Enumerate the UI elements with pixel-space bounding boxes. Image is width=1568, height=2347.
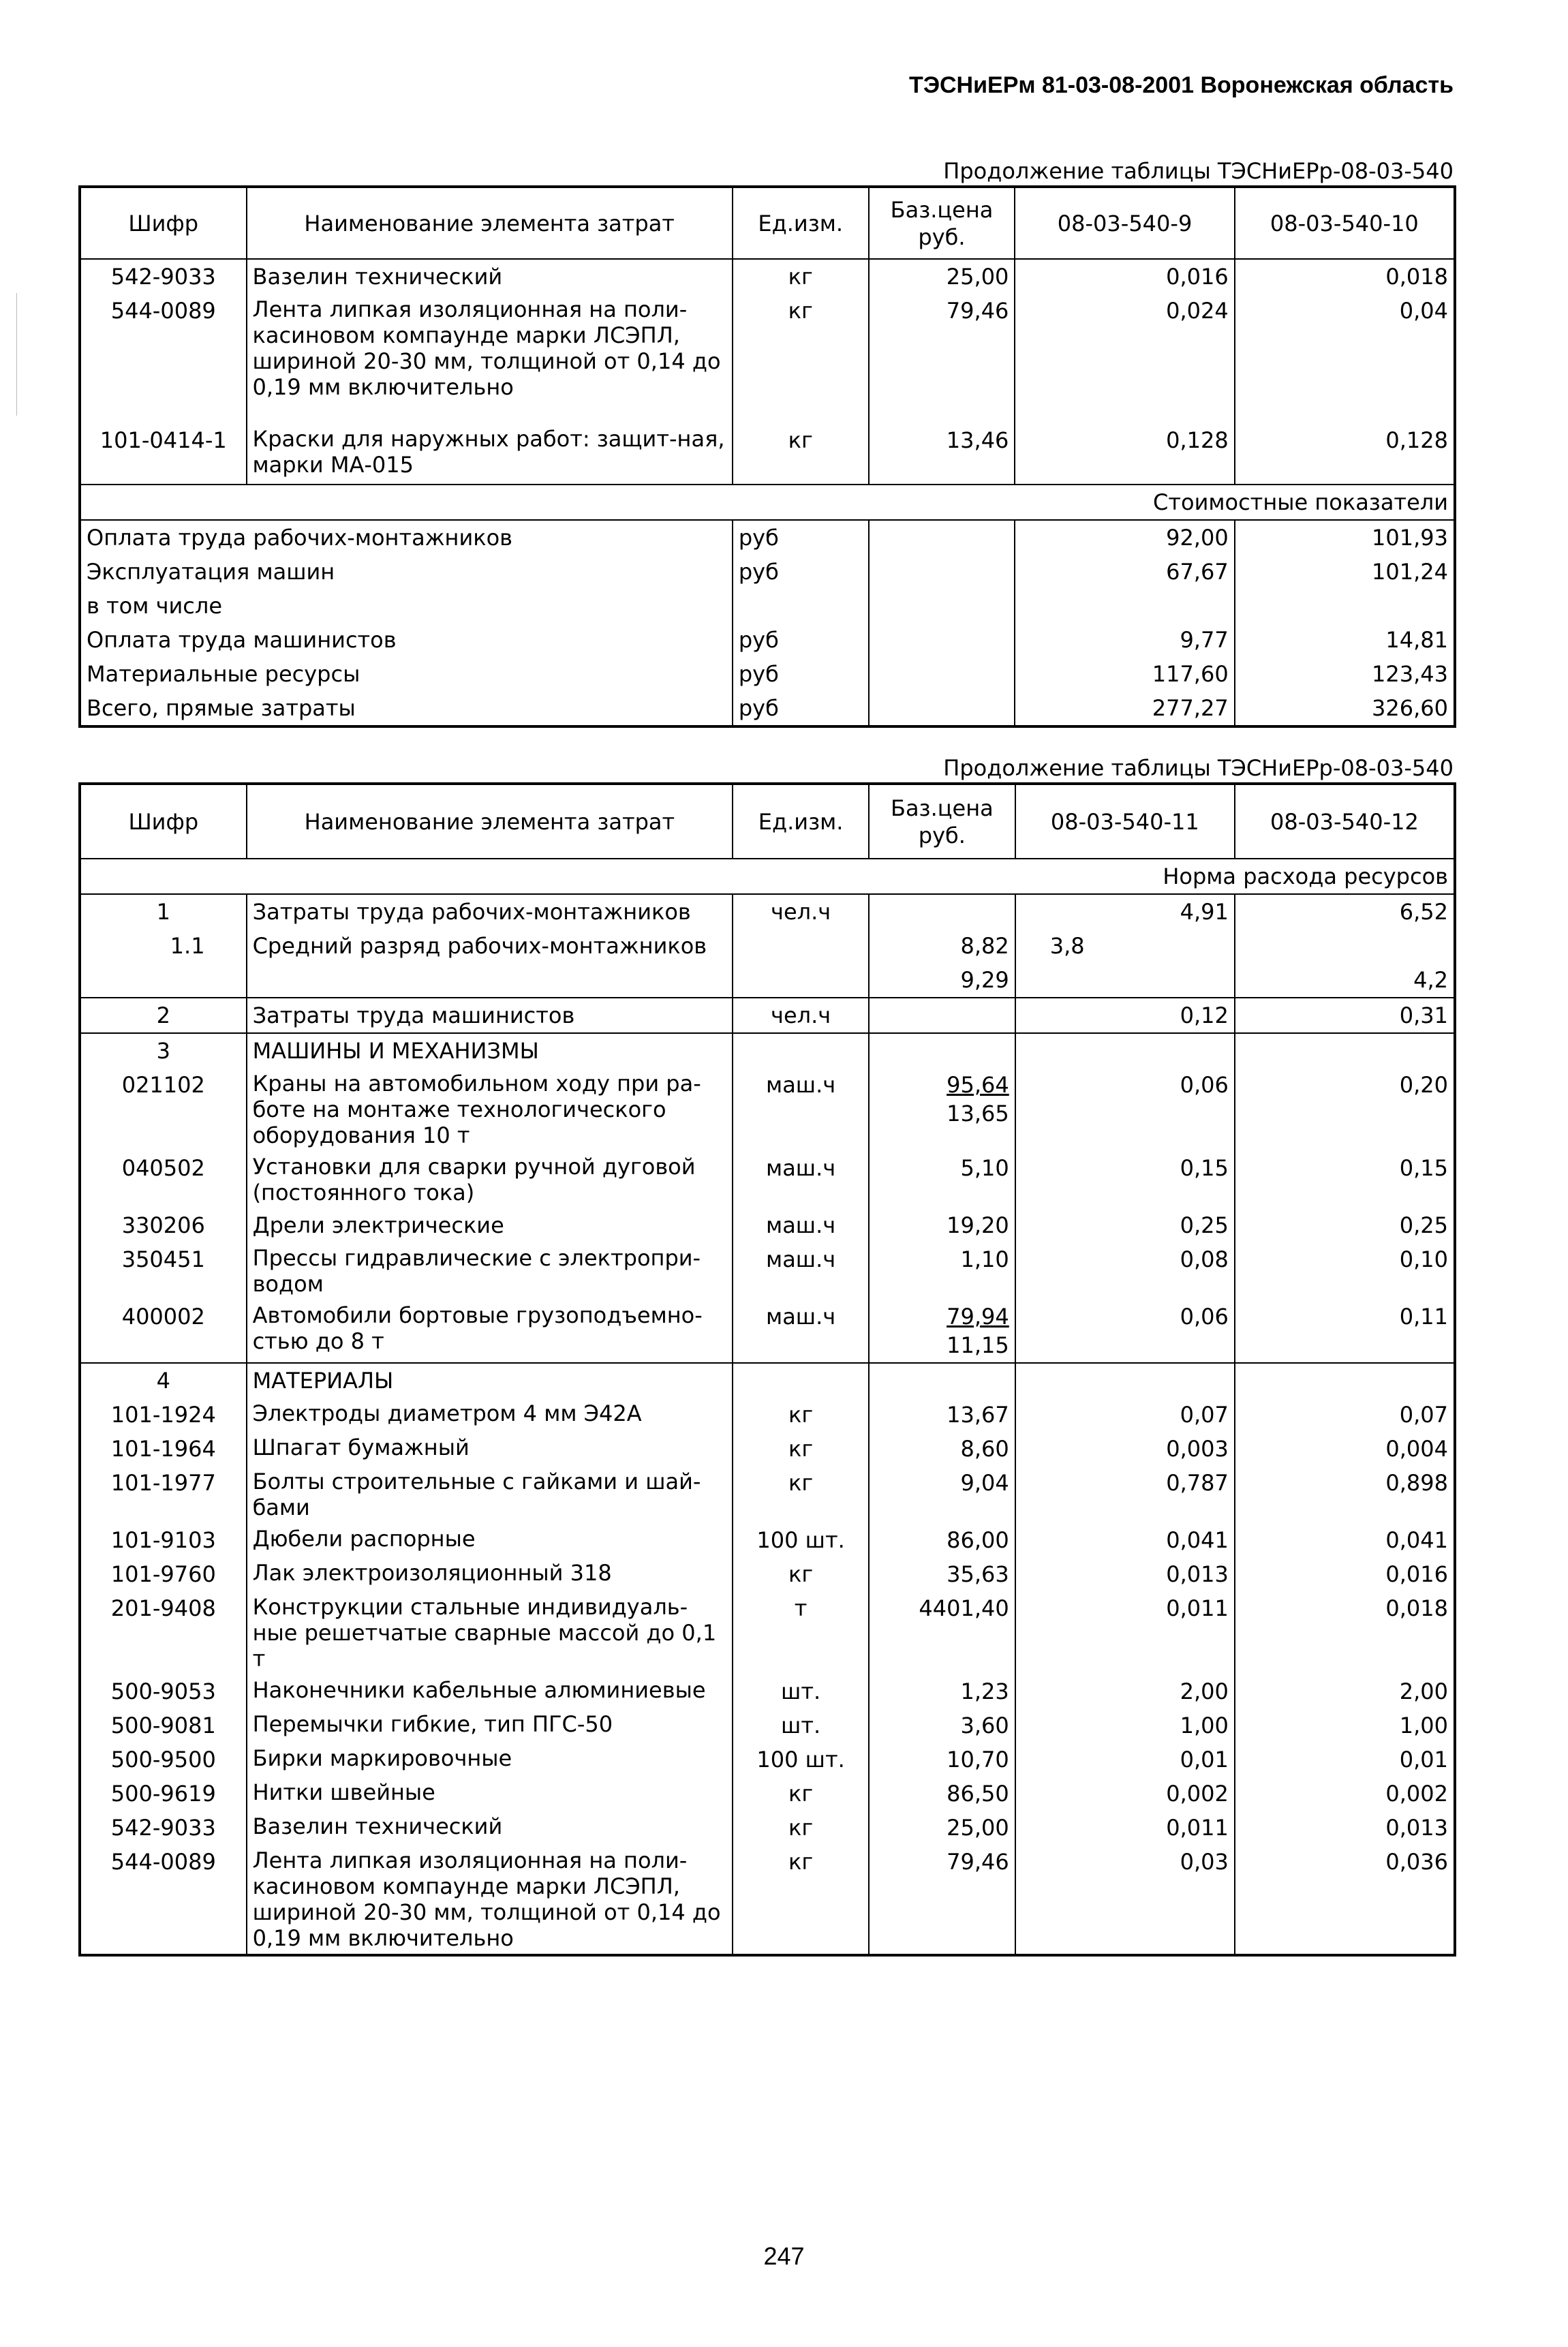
cell-v1: 0,011 bbox=[1015, 1591, 1235, 1674]
cell-code: 542-9033 bbox=[80, 1811, 247, 1845]
cost-indicators-header-row bbox=[80, 485, 1455, 520]
cell-code: 544-0089 bbox=[80, 294, 247, 423]
cost-label: Оплата труда рабочих-монтажников bbox=[80, 520, 733, 555]
cost-label: в том числе bbox=[80, 589, 733, 623]
cell-unit: кг bbox=[733, 1811, 869, 1845]
table1-body bbox=[80, 259, 1455, 726]
cell-code: 542-9033 bbox=[80, 259, 247, 294]
cell-name: Шпагат бумажный bbox=[247, 1432, 733, 1466]
cost-v1: 277,27 bbox=[1015, 691, 1234, 726]
table-row bbox=[80, 1068, 1455, 1151]
cell-v2: 0,018 bbox=[1385, 264, 1448, 290]
cell-v1: 0,011 bbox=[1015, 1811, 1235, 1845]
cell-code: 201-9408 bbox=[80, 1591, 247, 1674]
cell-price: 25,00 bbox=[869, 259, 1015, 294]
cost-unit: руб bbox=[733, 623, 869, 657]
cell-v1 bbox=[1015, 1363, 1235, 1398]
cell-code: 101-1964 bbox=[80, 1432, 247, 1466]
cost-price bbox=[869, 520, 1015, 555]
cell-name: Краски для наружных работ: защит-ная, марки МА-015 bbox=[247, 423, 733, 485]
table-row bbox=[80, 1708, 1455, 1743]
cell-unit: маш.ч bbox=[733, 1300, 869, 1363]
cell-name: Дрели электрические bbox=[247, 1208, 733, 1242]
cost-v1: 92,00 bbox=[1015, 520, 1234, 555]
table-row bbox=[80, 1591, 1455, 1674]
cost-unit: руб bbox=[733, 657, 869, 691]
cost-v2: 14,81 bbox=[1385, 627, 1448, 653]
section-title: МАТЕРИАЛЫ bbox=[247, 1363, 733, 1398]
cell-code: 2 bbox=[80, 998, 247, 1033]
table-row bbox=[80, 1300, 1455, 1363]
cell-v2 bbox=[1235, 929, 1455, 963]
cell-name: Нитки швейные bbox=[247, 1777, 733, 1811]
cell-unit: 100 шт. bbox=[733, 1523, 869, 1557]
cell-v2: 0,002 bbox=[1385, 1781, 1448, 1807]
table2 bbox=[78, 782, 1456, 1957]
cell-v2: 0,07 bbox=[1399, 1402, 1448, 1428]
cell-v2: 0,25 bbox=[1399, 1212, 1448, 1238]
cell-v2: 0,04 bbox=[1399, 298, 1448, 324]
cell-unit: кг bbox=[733, 259, 869, 294]
cell-unit: 100 шт. bbox=[733, 1743, 869, 1777]
table-row bbox=[80, 1674, 1455, 1708]
cell-price: 86,00 bbox=[869, 1523, 1015, 1557]
cell-name: Электроды диаметром 4 мм Э42А bbox=[247, 1398, 733, 1432]
cell-unit bbox=[733, 1363, 869, 1398]
cost-v2 bbox=[1235, 589, 1455, 623]
cost-label: Оплата труда машинистов bbox=[80, 623, 733, 657]
cost-unit: руб bbox=[733, 520, 869, 555]
cell-price bbox=[869, 998, 1015, 1033]
cost-v2: 326,60 bbox=[1372, 695, 1448, 721]
table-row bbox=[80, 1242, 1455, 1300]
cell-code: 021102 bbox=[80, 1068, 247, 1151]
cell-v1: 0,06 bbox=[1015, 1068, 1235, 1151]
cell-code: 101-9760 bbox=[80, 1557, 247, 1591]
cell-v2: 0,15 bbox=[1399, 1155, 1448, 1181]
cell-v1: 0,12 bbox=[1015, 998, 1235, 1033]
cell-v1 bbox=[1015, 963, 1235, 998]
cell-code: 040502 bbox=[80, 1151, 247, 1208]
cell-name: Автомобили бортовые грузоподъемно-стью до 8 т bbox=[247, 1300, 733, 1363]
cell-v1: 3,8 bbox=[1015, 929, 1235, 963]
table-row bbox=[80, 423, 1455, 485]
page-number: 247 bbox=[763, 2242, 805, 2270]
cell-code: 101-1977 bbox=[80, 1466, 247, 1523]
cell-price bbox=[869, 1033, 1015, 1068]
cell-v1: 0,128 bbox=[1015, 423, 1234, 485]
cell-v2: 2,00 bbox=[1399, 1678, 1448, 1704]
cell-code: 350451 bbox=[80, 1242, 247, 1300]
cell-name: Дюбели распорные bbox=[247, 1523, 733, 1557]
price-value: 95,64 bbox=[947, 1072, 1009, 1098]
cell-unit: шт. bbox=[733, 1674, 869, 1708]
table-row bbox=[80, 1777, 1455, 1811]
cell-unit bbox=[733, 929, 869, 963]
cost-unit bbox=[733, 589, 869, 623]
cell-code: 101-9103 bbox=[80, 1523, 247, 1557]
cell-v1: 0,03 bbox=[1015, 1845, 1235, 1955]
cell-price: 9,29 bbox=[869, 963, 1015, 998]
cell-v2: 0,018 bbox=[1385, 1595, 1448, 1621]
cell-price: 86,50 bbox=[869, 1777, 1015, 1811]
cell-v2: 0,31 bbox=[1235, 998, 1455, 1033]
price-value: 79,94 bbox=[947, 1304, 1009, 1330]
cell-code: 4 bbox=[80, 1363, 247, 1398]
cell-code: 101-0414-1 bbox=[80, 423, 247, 485]
table-row bbox=[80, 963, 1455, 998]
cell-unit: кг bbox=[733, 423, 869, 485]
cell-v1: 0,01 bbox=[1015, 1743, 1235, 1777]
cell-v1: 0,002 bbox=[1015, 1777, 1235, 1811]
cell-v2: 0,128 bbox=[1385, 427, 1448, 453]
cell-unit bbox=[733, 1033, 869, 1068]
cost-v2: 101,93 bbox=[1372, 525, 1448, 551]
cell-name: Перемычки гибкие, тип ПГС-50 bbox=[247, 1708, 733, 1743]
cell-price: 79,46 bbox=[869, 1845, 1015, 1955]
cell-code: 500-9053 bbox=[80, 1674, 247, 1708]
cell-price: 25,00 bbox=[869, 1811, 1015, 1845]
cell-name: Болты строительные с гайками и шай-бами bbox=[247, 1466, 733, 1523]
cell-v1: 0,013 bbox=[1015, 1557, 1235, 1591]
cell-unit: маш.ч bbox=[733, 1068, 869, 1151]
cell-v2: 0,10 bbox=[1399, 1246, 1448, 1272]
cell-unit bbox=[733, 963, 869, 998]
cell-v1: 2,00 bbox=[1015, 1674, 1235, 1708]
table2-caption: Продолжение таблицы ТЭСНиЕРр-08-03-540 bbox=[943, 755, 1454, 781]
table-row bbox=[80, 894, 1455, 929]
cell-v2: 0,11 bbox=[1399, 1304, 1448, 1330]
cell-price: 5,10 bbox=[869, 1151, 1015, 1208]
cell-price: 8,82 bbox=[869, 929, 1015, 963]
cost-label: Эксплуатация машин bbox=[80, 555, 733, 589]
cost-v2: 101,24 bbox=[1372, 559, 1448, 585]
cell-name: Конструкции стальные индивидуаль-ные решетчатые сварные массой до 0,1 т bbox=[247, 1591, 733, 1674]
col-header-name: Наименование элемента затрат bbox=[247, 784, 733, 859]
table-row bbox=[80, 1557, 1455, 1591]
cell-v2: 0,041 bbox=[1385, 1527, 1448, 1553]
cost-v1 bbox=[1015, 589, 1234, 623]
cell-name: Прессы гидравлические с электропри-водом bbox=[247, 1242, 733, 1300]
cell-v1: 0,016 bbox=[1015, 259, 1234, 294]
cost-v1: 67,67 bbox=[1015, 555, 1234, 589]
cost-row bbox=[80, 520, 1455, 555]
cell-code: 500-9081 bbox=[80, 1708, 247, 1743]
cell-price: 79,46 bbox=[869, 294, 1015, 423]
table-row bbox=[80, 1743, 1455, 1777]
cell-price: 19,20 bbox=[869, 1208, 1015, 1242]
cell-unit: чел.ч bbox=[733, 998, 869, 1033]
section-row-machines bbox=[80, 1033, 1455, 1068]
table-row bbox=[80, 1208, 1455, 1242]
cost-row bbox=[80, 691, 1455, 726]
cell-v1: 0,08 bbox=[1015, 1242, 1235, 1300]
cell-unit: маш.ч bbox=[733, 1208, 869, 1242]
cost-row bbox=[80, 589, 1455, 623]
cell-v1: 0,003 bbox=[1015, 1432, 1235, 1466]
cell-v1: 0,041 bbox=[1015, 1523, 1235, 1557]
norm-header-row bbox=[80, 859, 1455, 894]
col-header-price: Баз.цена руб. bbox=[869, 187, 1015, 259]
col-header-v1: 08-03-540-11 bbox=[1015, 784, 1235, 859]
section-title: МАШИНЫ И МЕХАНИЗМЫ bbox=[247, 1033, 733, 1068]
cell-v1: 1,00 bbox=[1015, 1708, 1235, 1743]
cell-price: 1,10 bbox=[869, 1242, 1015, 1300]
cell-name: Лента липкая изоляционная на поли-касиновом компаунде марки ЛСЭПЛ, шириной 20-30 мм, толщиной от 0,14 до 0,19 мм включительно bbox=[247, 294, 733, 423]
cell-price: 35,63 bbox=[869, 1557, 1015, 1591]
cell-v1: 4,91 bbox=[1015, 894, 1235, 929]
cell-name: Вазелин технический bbox=[247, 1811, 733, 1845]
cost-label: Всего, прямые затраты bbox=[80, 691, 733, 726]
table-row bbox=[80, 1432, 1455, 1466]
cell-name: Вазелин технический bbox=[247, 259, 733, 294]
cost-v1: 117,60 bbox=[1015, 657, 1234, 691]
table2-body bbox=[80, 859, 1455, 1398]
cell-v2: 0,013 bbox=[1385, 1815, 1448, 1841]
cell-unit: шт. bbox=[733, 1708, 869, 1743]
cell-price: 13,46 bbox=[869, 423, 1015, 485]
cost-v1: 9,77 bbox=[1015, 623, 1234, 657]
cost-price bbox=[869, 657, 1015, 691]
cost-v2: 123,43 bbox=[1372, 661, 1448, 687]
cell-price: 8,60 bbox=[869, 1432, 1015, 1466]
cell-v2: 0,016 bbox=[1385, 1561, 1448, 1587]
cell-price: 10,70 bbox=[869, 1743, 1015, 1777]
cost-unit: руб bbox=[733, 555, 869, 589]
cell-name: Установки для сварки ручной дуговой (постоянного тока) bbox=[247, 1151, 733, 1208]
norm-header: Норма расхода ресурсов bbox=[80, 859, 1455, 894]
cell-v2: 0,01 bbox=[1399, 1747, 1448, 1773]
cell-code: 101-1924 bbox=[80, 1398, 247, 1432]
table-row bbox=[80, 1151, 1455, 1208]
col-header-unit: Ед.изм. bbox=[733, 784, 869, 859]
cell-v2: 0,898 bbox=[1385, 1470, 1448, 1496]
cell-code: 500-9500 bbox=[80, 1743, 247, 1777]
cost-price bbox=[869, 623, 1015, 657]
cell-name: Лак электроизоляционный 318 bbox=[247, 1557, 733, 1591]
cost-row bbox=[80, 623, 1455, 657]
cell-name bbox=[247, 963, 733, 998]
cell-code bbox=[80, 963, 247, 998]
cell-price bbox=[869, 1300, 1015, 1363]
table-row bbox=[80, 1811, 1455, 1845]
price-secondary: 11,15 bbox=[947, 1332, 1009, 1358]
cell-v2 bbox=[1235, 1033, 1455, 1068]
cell-v2: 6,52 bbox=[1399, 899, 1448, 925]
cell-unit: кг bbox=[733, 1398, 869, 1432]
cell-unit: маш.ч bbox=[733, 1151, 869, 1208]
cost-label: Материальные ресурсы bbox=[80, 657, 733, 691]
cost-indicators-header: Стоимостные показатели bbox=[80, 485, 1455, 520]
cell-unit: кг bbox=[733, 1845, 869, 1955]
table1-caption: Продолжение таблицы ТЭСНиЕРр-08-03-540 bbox=[943, 158, 1454, 184]
cell-v1: 0,024 bbox=[1015, 294, 1234, 423]
cell-unit: маш.ч bbox=[733, 1242, 869, 1300]
cell-code: 400002 bbox=[80, 1300, 247, 1363]
table-row bbox=[80, 1845, 1455, 1955]
col-header-code: Шифр bbox=[80, 187, 247, 259]
price-secondary: 13,65 bbox=[947, 1101, 1009, 1126]
cell-price: 9,04 bbox=[869, 1466, 1015, 1523]
cost-row bbox=[80, 555, 1455, 589]
cell-name: Краны на автомобильном ходу при ра-боте на монтаже технологического оборудования 10 т bbox=[247, 1068, 733, 1151]
cell-unit: кг bbox=[733, 1432, 869, 1466]
cell-v1 bbox=[1015, 1033, 1235, 1068]
cell-name: Лента липкая изоляционная на поли-касиновом компаунде марки ЛСЭПЛ, шириной 20-30 мм, толщиной от 0,14 до 0,19 мм включительно bbox=[247, 1845, 733, 1955]
col-header-v2: 08-03-540-12 bbox=[1235, 784, 1455, 859]
cell-v2: 0,036 bbox=[1385, 1849, 1448, 1875]
cell-price: 13,67 bbox=[869, 1398, 1015, 1432]
cell-unit: кг bbox=[733, 1557, 869, 1591]
cell-code: 1.1 bbox=[80, 929, 247, 963]
cell-unit: т bbox=[733, 1591, 869, 1674]
col-header-code: Шифр bbox=[80, 784, 247, 859]
cell-name: Наконечники кабельные алюминиевые bbox=[247, 1674, 733, 1708]
cell-name: Затраты труда рабочих-монтажников bbox=[247, 894, 733, 929]
cost-price bbox=[869, 691, 1015, 726]
cost-price bbox=[869, 555, 1015, 589]
cell-name: Бирки маркировочные bbox=[247, 1743, 733, 1777]
cell-name: Затраты труда машинистов bbox=[247, 998, 733, 1033]
cell-code: 500-9619 bbox=[80, 1777, 247, 1811]
cell-code: 1 bbox=[80, 894, 247, 929]
cell-v1: 0,787 bbox=[1015, 1466, 1235, 1523]
cell-unit: кг bbox=[733, 294, 869, 423]
col-header-name: Наименование элемента затрат bbox=[247, 187, 733, 259]
cell-price bbox=[869, 1068, 1015, 1151]
cost-row bbox=[80, 657, 1455, 691]
cell-unit: кг bbox=[733, 1777, 869, 1811]
table-row bbox=[80, 1466, 1455, 1523]
cell-code: 3 bbox=[80, 1033, 247, 1068]
document-header-title: ТЭСНиЕРм 81-03-08-2001 Воронежская область bbox=[909, 72, 1454, 98]
col-header-v1: 08-03-540-9 bbox=[1015, 187, 1234, 259]
cell-price bbox=[869, 894, 1015, 929]
col-header-price: Баз.цена руб. bbox=[869, 784, 1015, 859]
materials-body bbox=[80, 1398, 1455, 1955]
col-header-unit: Ед.изм. bbox=[733, 187, 869, 259]
table-row bbox=[80, 294, 1455, 423]
cell-code: 330206 bbox=[80, 1208, 247, 1242]
table-row bbox=[80, 1523, 1455, 1557]
cell-unit: чел.ч bbox=[733, 894, 869, 929]
cell-v2 bbox=[1235, 1363, 1455, 1398]
table-row bbox=[80, 998, 1455, 1033]
table-row bbox=[80, 259, 1455, 294]
scan-artifact-line bbox=[16, 293, 17, 416]
cost-unit: руб bbox=[733, 691, 869, 726]
cell-v1: 0,07 bbox=[1015, 1398, 1235, 1432]
cost-price bbox=[869, 589, 1015, 623]
col-header-v2: 08-03-540-10 bbox=[1235, 187, 1455, 259]
cell-price bbox=[869, 1363, 1015, 1398]
cell-price: 3,60 bbox=[869, 1708, 1015, 1743]
cell-code: 544-0089 bbox=[80, 1845, 247, 1955]
cell-v2: 1,00 bbox=[1399, 1713, 1448, 1738]
cell-price: 4401,40 bbox=[869, 1591, 1015, 1674]
cell-v2: 4,2 bbox=[1413, 967, 1448, 993]
cell-name: Средний разряд рабочих-монтажников bbox=[247, 929, 733, 963]
cell-v1: 0,06 bbox=[1015, 1300, 1235, 1363]
section-row-materials bbox=[80, 1363, 1455, 1398]
cell-unit: кг bbox=[733, 1466, 869, 1523]
cell-v1: 0,25 bbox=[1015, 1208, 1235, 1242]
table1 bbox=[78, 185, 1456, 728]
cell-v2: 0,004 bbox=[1385, 1436, 1448, 1462]
table-row bbox=[80, 1398, 1455, 1432]
cell-v2: 0,20 bbox=[1399, 1072, 1448, 1098]
cell-price: 1,23 bbox=[869, 1674, 1015, 1708]
table-row bbox=[80, 929, 1455, 963]
cell-v1: 0,15 bbox=[1015, 1151, 1235, 1208]
